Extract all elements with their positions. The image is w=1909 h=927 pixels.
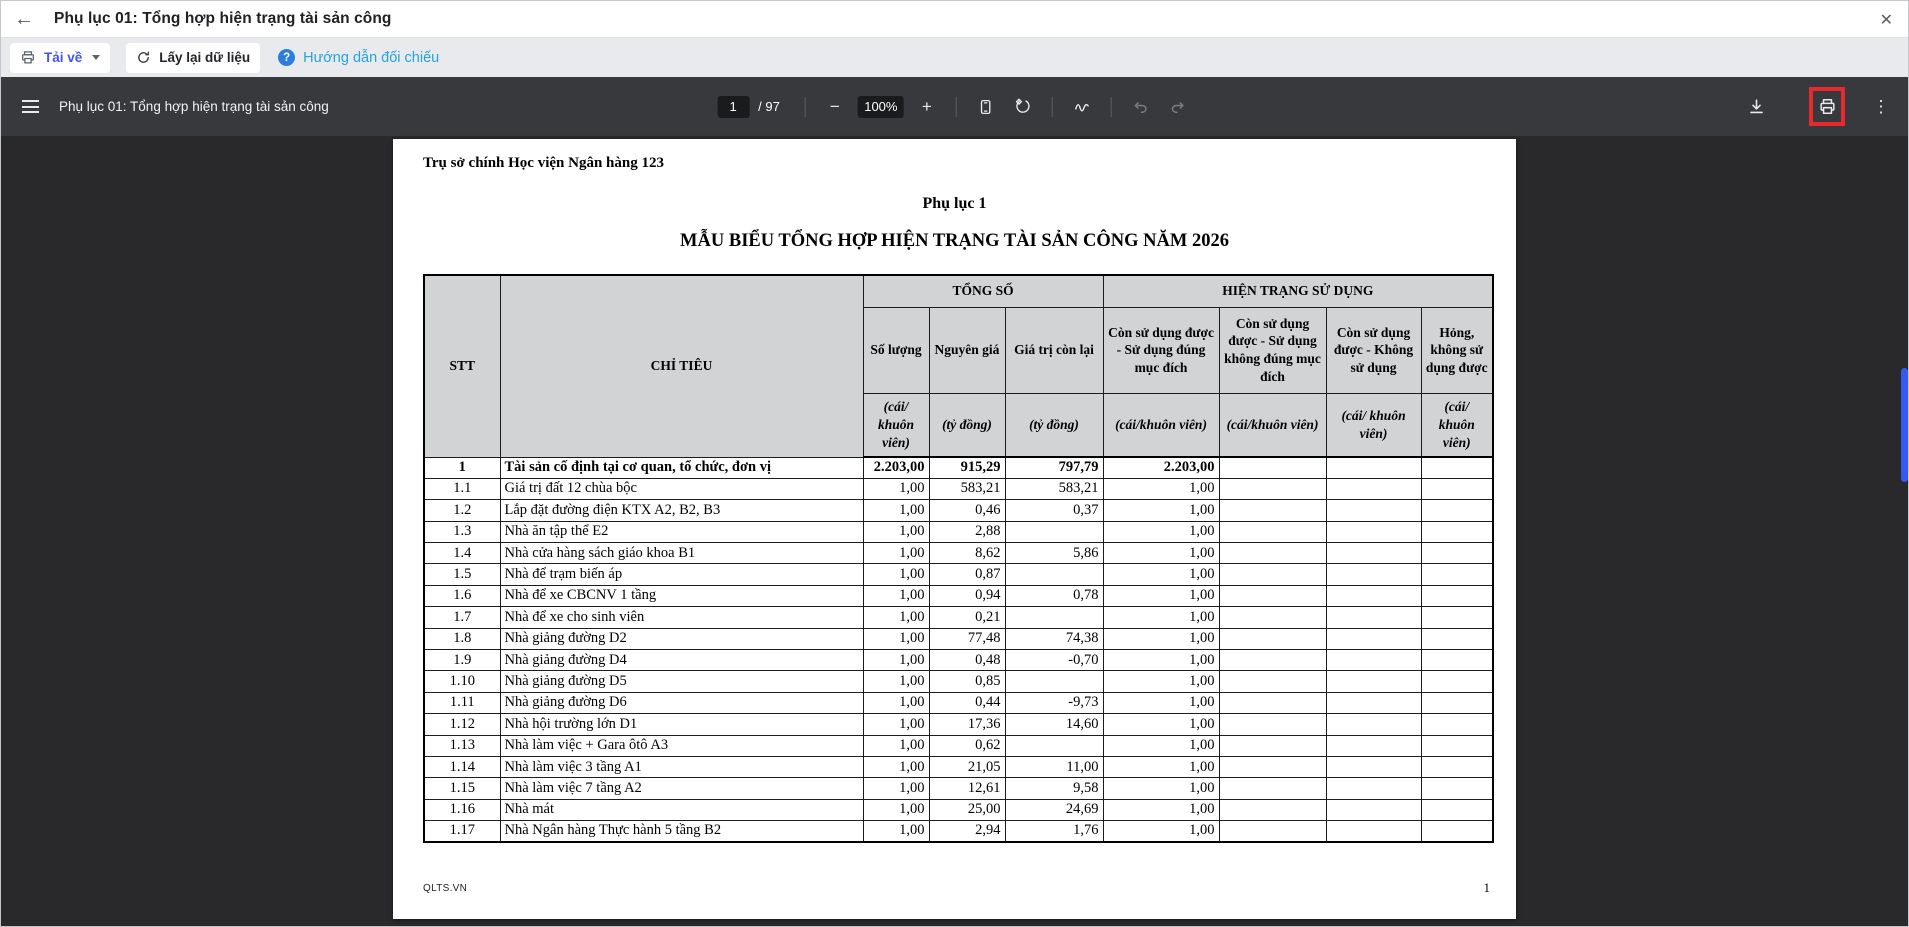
cell-value bbox=[1219, 500, 1326, 521]
cell-value bbox=[1219, 650, 1326, 671]
cell-chi-tieu: Nhà giảng đường D2 bbox=[500, 628, 863, 649]
cell-value bbox=[1219, 521, 1326, 542]
table-row bbox=[424, 564, 1493, 585]
cell-stt: 1.3 bbox=[424, 521, 500, 542]
cell-stt: 1.7 bbox=[424, 607, 500, 628]
cell-value bbox=[1326, 650, 1421, 671]
cell-value bbox=[1421, 714, 1493, 735]
cell-value bbox=[1421, 799, 1493, 820]
cell-value: 1,00 bbox=[863, 735, 929, 756]
close-icon[interactable]: ✕ bbox=[1879, 12, 1893, 29]
table-row bbox=[424, 692, 1493, 713]
cell-value: 915,29 bbox=[929, 457, 1005, 478]
toolbar-separator bbox=[1052, 97, 1053, 117]
cell-value: 1,00 bbox=[863, 543, 929, 564]
cell-value: 0,62 bbox=[929, 735, 1005, 756]
chevron-down-icon bbox=[92, 55, 100, 60]
more-options-icon[interactable]: ⋮ bbox=[1872, 96, 1890, 116]
cell-value: 21,05 bbox=[929, 756, 1005, 777]
cell-value bbox=[1421, 607, 1493, 628]
cell-value bbox=[1326, 692, 1421, 713]
cell-value bbox=[1326, 671, 1421, 692]
cell-stt: 1.15 bbox=[424, 778, 500, 799]
window-titlebar bbox=[0, 0, 1909, 38]
cell-value: 1,00 bbox=[863, 821, 929, 842]
pdf-viewer-area bbox=[0, 136, 1909, 927]
rotate-icon[interactable] bbox=[1009, 93, 1037, 121]
cell-value: 1,00 bbox=[863, 714, 929, 735]
cell-value bbox=[1219, 778, 1326, 799]
cell-chi-tieu: Nhà để trạm biến áp bbox=[500, 564, 863, 585]
cell-stt: 1.16 bbox=[424, 799, 500, 820]
toolbar-separator bbox=[1111, 97, 1112, 117]
cell-stt: 1 bbox=[424, 457, 500, 478]
cell-stt: 1.10 bbox=[424, 671, 500, 692]
cell-value bbox=[1219, 692, 1326, 713]
cell-stt: 1.5 bbox=[424, 564, 500, 585]
cell-stt: 1.2 bbox=[424, 500, 500, 521]
org-line: Trụ sở chính Học viện Ngân hàng 123 bbox=[423, 155, 664, 171]
cell-value: 1,00 bbox=[1103, 564, 1219, 585]
cell-value: 583,21 bbox=[929, 478, 1005, 499]
cell-value: 1,00 bbox=[1103, 714, 1219, 735]
header-col: Giá trị còn lại bbox=[1005, 307, 1103, 393]
cell-value: -0,70 bbox=[1005, 650, 1103, 671]
header-col: Còn sử dụng được - Không sử dụng bbox=[1326, 307, 1421, 393]
cell-chi-tieu: Nhà hội trường lớn D1 bbox=[500, 714, 863, 735]
annotate-icon[interactable] bbox=[1068, 93, 1096, 121]
cell-stt: 1.14 bbox=[424, 756, 500, 777]
refresh-icon bbox=[136, 50, 151, 65]
cell-value bbox=[1421, 650, 1493, 671]
cell-stt: 1.12 bbox=[424, 714, 500, 735]
footer-brand: QLTS.VN bbox=[423, 883, 468, 894]
cell-chi-tieu: Nhà làm việc + Gara ôtô A3 bbox=[500, 735, 863, 756]
cell-value bbox=[1326, 735, 1421, 756]
header-stt: STT bbox=[424, 275, 500, 457]
table-row bbox=[424, 607, 1493, 628]
fit-page-button[interactable] bbox=[972, 93, 1000, 121]
header-unit: (cái/khuôn viên) bbox=[1219, 393, 1326, 457]
table-row bbox=[424, 799, 1493, 820]
cell-value: 0,21 bbox=[929, 607, 1005, 628]
window-title: Phụ lục 01: Tổng hợp hiện trạng tài sản công bbox=[54, 9, 392, 27]
cell-value: 1,00 bbox=[1103, 650, 1219, 671]
header-col: Còn sử dụng được - Sử dụng không đúng mục đích bbox=[1219, 307, 1326, 393]
guide-label: Hướng dẫn đối chiếu bbox=[303, 49, 440, 66]
table-row bbox=[424, 735, 1493, 756]
cell-stt: 1.11 bbox=[424, 692, 500, 713]
cell-value: 8,62 bbox=[929, 543, 1005, 564]
cell-value: 0,87 bbox=[929, 564, 1005, 585]
cell-chi-tieu: Nhà ăn tập thể E2 bbox=[500, 521, 863, 542]
cell-value: 1,00 bbox=[863, 478, 929, 499]
table-row bbox=[424, 628, 1493, 649]
question-circle-icon: ? bbox=[278, 49, 295, 66]
cell-chi-tieu: Nhà giảng đường D4 bbox=[500, 650, 863, 671]
toolbar-separator bbox=[805, 97, 806, 117]
header-tong-so: TỔNG SỐ bbox=[863, 275, 1103, 307]
cell-value bbox=[1219, 735, 1326, 756]
undo-icon bbox=[1127, 93, 1155, 121]
redo-icon bbox=[1164, 93, 1192, 121]
cell-value bbox=[1219, 756, 1326, 777]
table-row bbox=[424, 543, 1493, 564]
cell-value: 2.203,00 bbox=[1103, 457, 1219, 478]
cell-value: 14,60 bbox=[1005, 714, 1103, 735]
printer-download-icon bbox=[20, 50, 36, 65]
cell-value: 0,78 bbox=[1005, 585, 1103, 606]
cell-value bbox=[1421, 478, 1493, 499]
table-row bbox=[424, 671, 1493, 692]
page-number-input[interactable]: 1 bbox=[717, 96, 749, 118]
cell-value bbox=[1219, 457, 1326, 478]
cell-value: 1,00 bbox=[863, 650, 929, 671]
cell-value bbox=[1326, 478, 1421, 499]
cell-value: 5,86 bbox=[1005, 543, 1103, 564]
table-row bbox=[424, 478, 1493, 499]
cell-value bbox=[1421, 457, 1493, 478]
cell-value: 11,00 bbox=[1005, 756, 1103, 777]
cell-value: 24,69 bbox=[1005, 799, 1103, 820]
cell-value bbox=[1326, 521, 1421, 542]
cell-value bbox=[1326, 543, 1421, 564]
cell-value: 2.203,00 bbox=[863, 457, 929, 478]
cell-value bbox=[1421, 543, 1493, 564]
cell-value: 0,44 bbox=[929, 692, 1005, 713]
cell-value: 1,00 bbox=[863, 564, 929, 585]
cell-chi-tieu: Lắp đặt đường điện KTX A2, B2, B3 bbox=[500, 500, 863, 521]
cell-value bbox=[1326, 607, 1421, 628]
cell-value: 1,76 bbox=[1005, 821, 1103, 842]
cell-value: 1,00 bbox=[863, 692, 929, 713]
table-row bbox=[424, 650, 1493, 671]
cell-value bbox=[1219, 478, 1326, 499]
cell-stt: 1.8 bbox=[424, 628, 500, 649]
table-row bbox=[424, 714, 1493, 735]
table-row bbox=[424, 821, 1493, 842]
cell-value: 1,00 bbox=[863, 671, 929, 692]
appendix-label: Phụ lục 1 bbox=[922, 195, 987, 212]
cell-value: 1,00 bbox=[863, 756, 929, 777]
header-unit: (tỷ đồng) bbox=[929, 393, 1005, 457]
header-col: Hỏng, không sử dụng được bbox=[1421, 307, 1493, 393]
cell-value bbox=[1219, 714, 1326, 735]
cell-value: 1,00 bbox=[863, 585, 929, 606]
cell-value: 1,00 bbox=[863, 778, 929, 799]
table-row bbox=[424, 585, 1493, 606]
page-count-label: / 97 bbox=[758, 99, 780, 114]
header-unit: (tỷ đồng) bbox=[1005, 393, 1103, 457]
cell-value bbox=[1005, 735, 1103, 756]
cell-value bbox=[1326, 756, 1421, 777]
cell-value bbox=[1421, 500, 1493, 521]
cell-value bbox=[1219, 585, 1326, 606]
zoom-out-button[interactable]: − bbox=[829, 96, 840, 116]
toolbar-separator bbox=[956, 97, 957, 117]
cell-value: 1,00 bbox=[1103, 735, 1219, 756]
cell-value bbox=[1005, 607, 1103, 628]
cell-value: 77,48 bbox=[929, 628, 1005, 649]
cell-value: 1,00 bbox=[1103, 821, 1219, 842]
cell-value: 1,00 bbox=[1103, 607, 1219, 628]
cell-value bbox=[1326, 564, 1421, 585]
table-row bbox=[424, 778, 1493, 799]
cell-value bbox=[1421, 671, 1493, 692]
cell-value: 12,61 bbox=[929, 778, 1005, 799]
cell-value bbox=[1326, 457, 1421, 478]
cell-chi-tieu: Nhà để xe CBCNV 1 tầng bbox=[500, 585, 863, 606]
cell-value bbox=[1326, 799, 1421, 820]
cell-stt: 1.1 bbox=[424, 478, 500, 499]
cell-value bbox=[1219, 799, 1326, 820]
cell-value: 1,00 bbox=[863, 500, 929, 521]
cell-value: 1,00 bbox=[1103, 671, 1219, 692]
cell-value: 17,36 bbox=[929, 714, 1005, 735]
cell-value bbox=[1421, 735, 1493, 756]
cell-stt: 1.9 bbox=[424, 650, 500, 671]
header-unit: (cái/khuôn viên) bbox=[1103, 393, 1219, 457]
cell-value: 0,85 bbox=[929, 671, 1005, 692]
cell-value bbox=[1421, 521, 1493, 542]
cell-value: 0,37 bbox=[1005, 500, 1103, 521]
cell-chi-tieu: Nhà cửa hàng sách giáo khoa B1 bbox=[500, 543, 863, 564]
cell-value: 1,00 bbox=[1103, 756, 1219, 777]
cell-value bbox=[1005, 521, 1103, 542]
cell-value: 1,00 bbox=[1103, 521, 1219, 542]
cell-value bbox=[1219, 671, 1326, 692]
cell-stt: 1.6 bbox=[424, 585, 500, 606]
back-arrow-icon[interactable]: ← bbox=[14, 7, 34, 30]
action-toolbar bbox=[0, 38, 1909, 77]
menu-icon[interactable] bbox=[22, 97, 39, 117]
header-col: Số lượng bbox=[863, 307, 929, 393]
header-unit: (cái/ khuôn viên) bbox=[863, 393, 929, 457]
cell-value: 1,00 bbox=[863, 628, 929, 649]
header-unit: (cái/ khuôn viên) bbox=[1326, 393, 1421, 457]
cell-value: 1,00 bbox=[1103, 500, 1219, 521]
cell-stt: 1.4 bbox=[424, 543, 500, 564]
cell-value bbox=[1219, 607, 1326, 628]
cell-chi-tieu: Nhà mát bbox=[500, 799, 863, 820]
cell-value bbox=[1005, 671, 1103, 692]
header-chi-tieu: CHỈ TIÊU bbox=[500, 275, 863, 457]
pdf-document-title: Phụ lục 01: Tổng hợp hiện trạng tài sản công bbox=[59, 99, 329, 114]
pdf-center-controls bbox=[717, 77, 1192, 136]
cell-value bbox=[1421, 756, 1493, 777]
cell-value bbox=[1005, 564, 1103, 585]
pdf-toolbar bbox=[0, 77, 1909, 136]
cell-value: 797,79 bbox=[1005, 457, 1103, 478]
print-icon[interactable] bbox=[1818, 97, 1837, 116]
asset-summary-table bbox=[423, 274, 1494, 843]
cell-chi-tieu: Nhà làm việc 3 tầng A1 bbox=[500, 756, 863, 777]
scrollbar-thumb[interactable] bbox=[1901, 368, 1908, 482]
cell-value: 0,94 bbox=[929, 585, 1005, 606]
cell-chi-tieu: Nhà Ngân hàng Thực hành 5 tầng B2 bbox=[500, 821, 863, 842]
cell-value bbox=[1421, 628, 1493, 649]
cell-value: 0,46 bbox=[929, 500, 1005, 521]
cell-value: -9,73 bbox=[1005, 692, 1103, 713]
cell-value: 1,00 bbox=[1103, 543, 1219, 564]
cell-value: 1,00 bbox=[1103, 478, 1219, 499]
pdf-page bbox=[393, 139, 1516, 919]
cell-value: 1,00 bbox=[1103, 585, 1219, 606]
cell-value bbox=[1326, 821, 1421, 842]
cell-value bbox=[1421, 585, 1493, 606]
cell-value: 1,00 bbox=[1103, 692, 1219, 713]
download-file-label: Tải về bbox=[44, 50, 83, 65]
cell-chi-tieu: Nhà giảng đường D5 bbox=[500, 671, 863, 692]
download-file-button[interactable] bbox=[10, 43, 110, 73]
cell-value: 1,00 bbox=[863, 799, 929, 820]
cell-value bbox=[1219, 543, 1326, 564]
cell-chi-tieu: Nhà làm việc 7 tầng A2 bbox=[500, 778, 863, 799]
download-icon[interactable] bbox=[1742, 93, 1770, 121]
cell-value bbox=[1421, 564, 1493, 585]
cell-value: 2,94 bbox=[929, 821, 1005, 842]
zoom-level-input[interactable]: 100% bbox=[858, 96, 904, 118]
cell-stt: 1.17 bbox=[424, 821, 500, 842]
cell-value: 1,00 bbox=[863, 607, 929, 628]
zoom-in-button[interactable]: + bbox=[921, 96, 932, 116]
cell-value bbox=[1219, 821, 1326, 842]
cell-value bbox=[1421, 821, 1493, 842]
reload-data-button[interactable] bbox=[126, 43, 260, 73]
cell-value bbox=[1326, 714, 1421, 735]
cell-value: 25,00 bbox=[929, 799, 1005, 820]
cell-value bbox=[1421, 692, 1493, 713]
header-hien-trang: HIỆN TRẠNG SỬ DỤNG bbox=[1103, 275, 1493, 307]
reload-data-label: Lấy lại dữ liệu bbox=[159, 50, 251, 65]
cell-value: 583,21 bbox=[1005, 478, 1103, 499]
table-row bbox=[424, 500, 1493, 521]
cell-value: 2,88 bbox=[929, 521, 1005, 542]
footer-page-number: 1 bbox=[1483, 880, 1490, 895]
header-col: Còn sử dụng được - Sử dụng đúng mục đích bbox=[1103, 307, 1219, 393]
table-row bbox=[424, 521, 1493, 542]
table-row bbox=[424, 457, 1493, 478]
guide-link[interactable] bbox=[278, 49, 439, 66]
cell-value bbox=[1326, 585, 1421, 606]
print-highlight-box bbox=[1809, 87, 1845, 126]
cell-value: 1,00 bbox=[1103, 778, 1219, 799]
header-unit: (cái/ khuôn viên) bbox=[1421, 393, 1493, 457]
cell-value: 1,00 bbox=[1103, 628, 1219, 649]
cell-value: 1,00 bbox=[863, 521, 929, 542]
cell-value: 1,00 bbox=[1103, 799, 1219, 820]
document-title: MẪU BIỂU TỔNG HỢP HIỆN TRẠNG TÀI SẢN CÔNG NĂM 2026 bbox=[680, 231, 1229, 251]
cell-value bbox=[1326, 500, 1421, 521]
cell-value bbox=[1219, 628, 1326, 649]
cell-stt: 1.13 bbox=[424, 735, 500, 756]
table-row bbox=[424, 756, 1493, 777]
cell-value: 0,48 bbox=[929, 650, 1005, 671]
cell-value bbox=[1326, 778, 1421, 799]
header-col: Nguyên giá bbox=[929, 307, 1005, 393]
cell-chi-tieu: Giá trị đất 12 chùa bộc bbox=[500, 478, 863, 499]
cell-chi-tieu: Nhà giảng đường D6 bbox=[500, 692, 863, 713]
cell-chi-tieu: Tài sản cố định tại cơ quan, tổ chức, đơn vị bbox=[500, 457, 863, 478]
cell-value: 74,38 bbox=[1005, 628, 1103, 649]
cell-chi-tieu: Nhà để xe cho sinh viên bbox=[500, 607, 863, 628]
cell-value bbox=[1421, 778, 1493, 799]
cell-value bbox=[1219, 564, 1326, 585]
cell-value: 9,58 bbox=[1005, 778, 1103, 799]
cell-value bbox=[1326, 628, 1421, 649]
